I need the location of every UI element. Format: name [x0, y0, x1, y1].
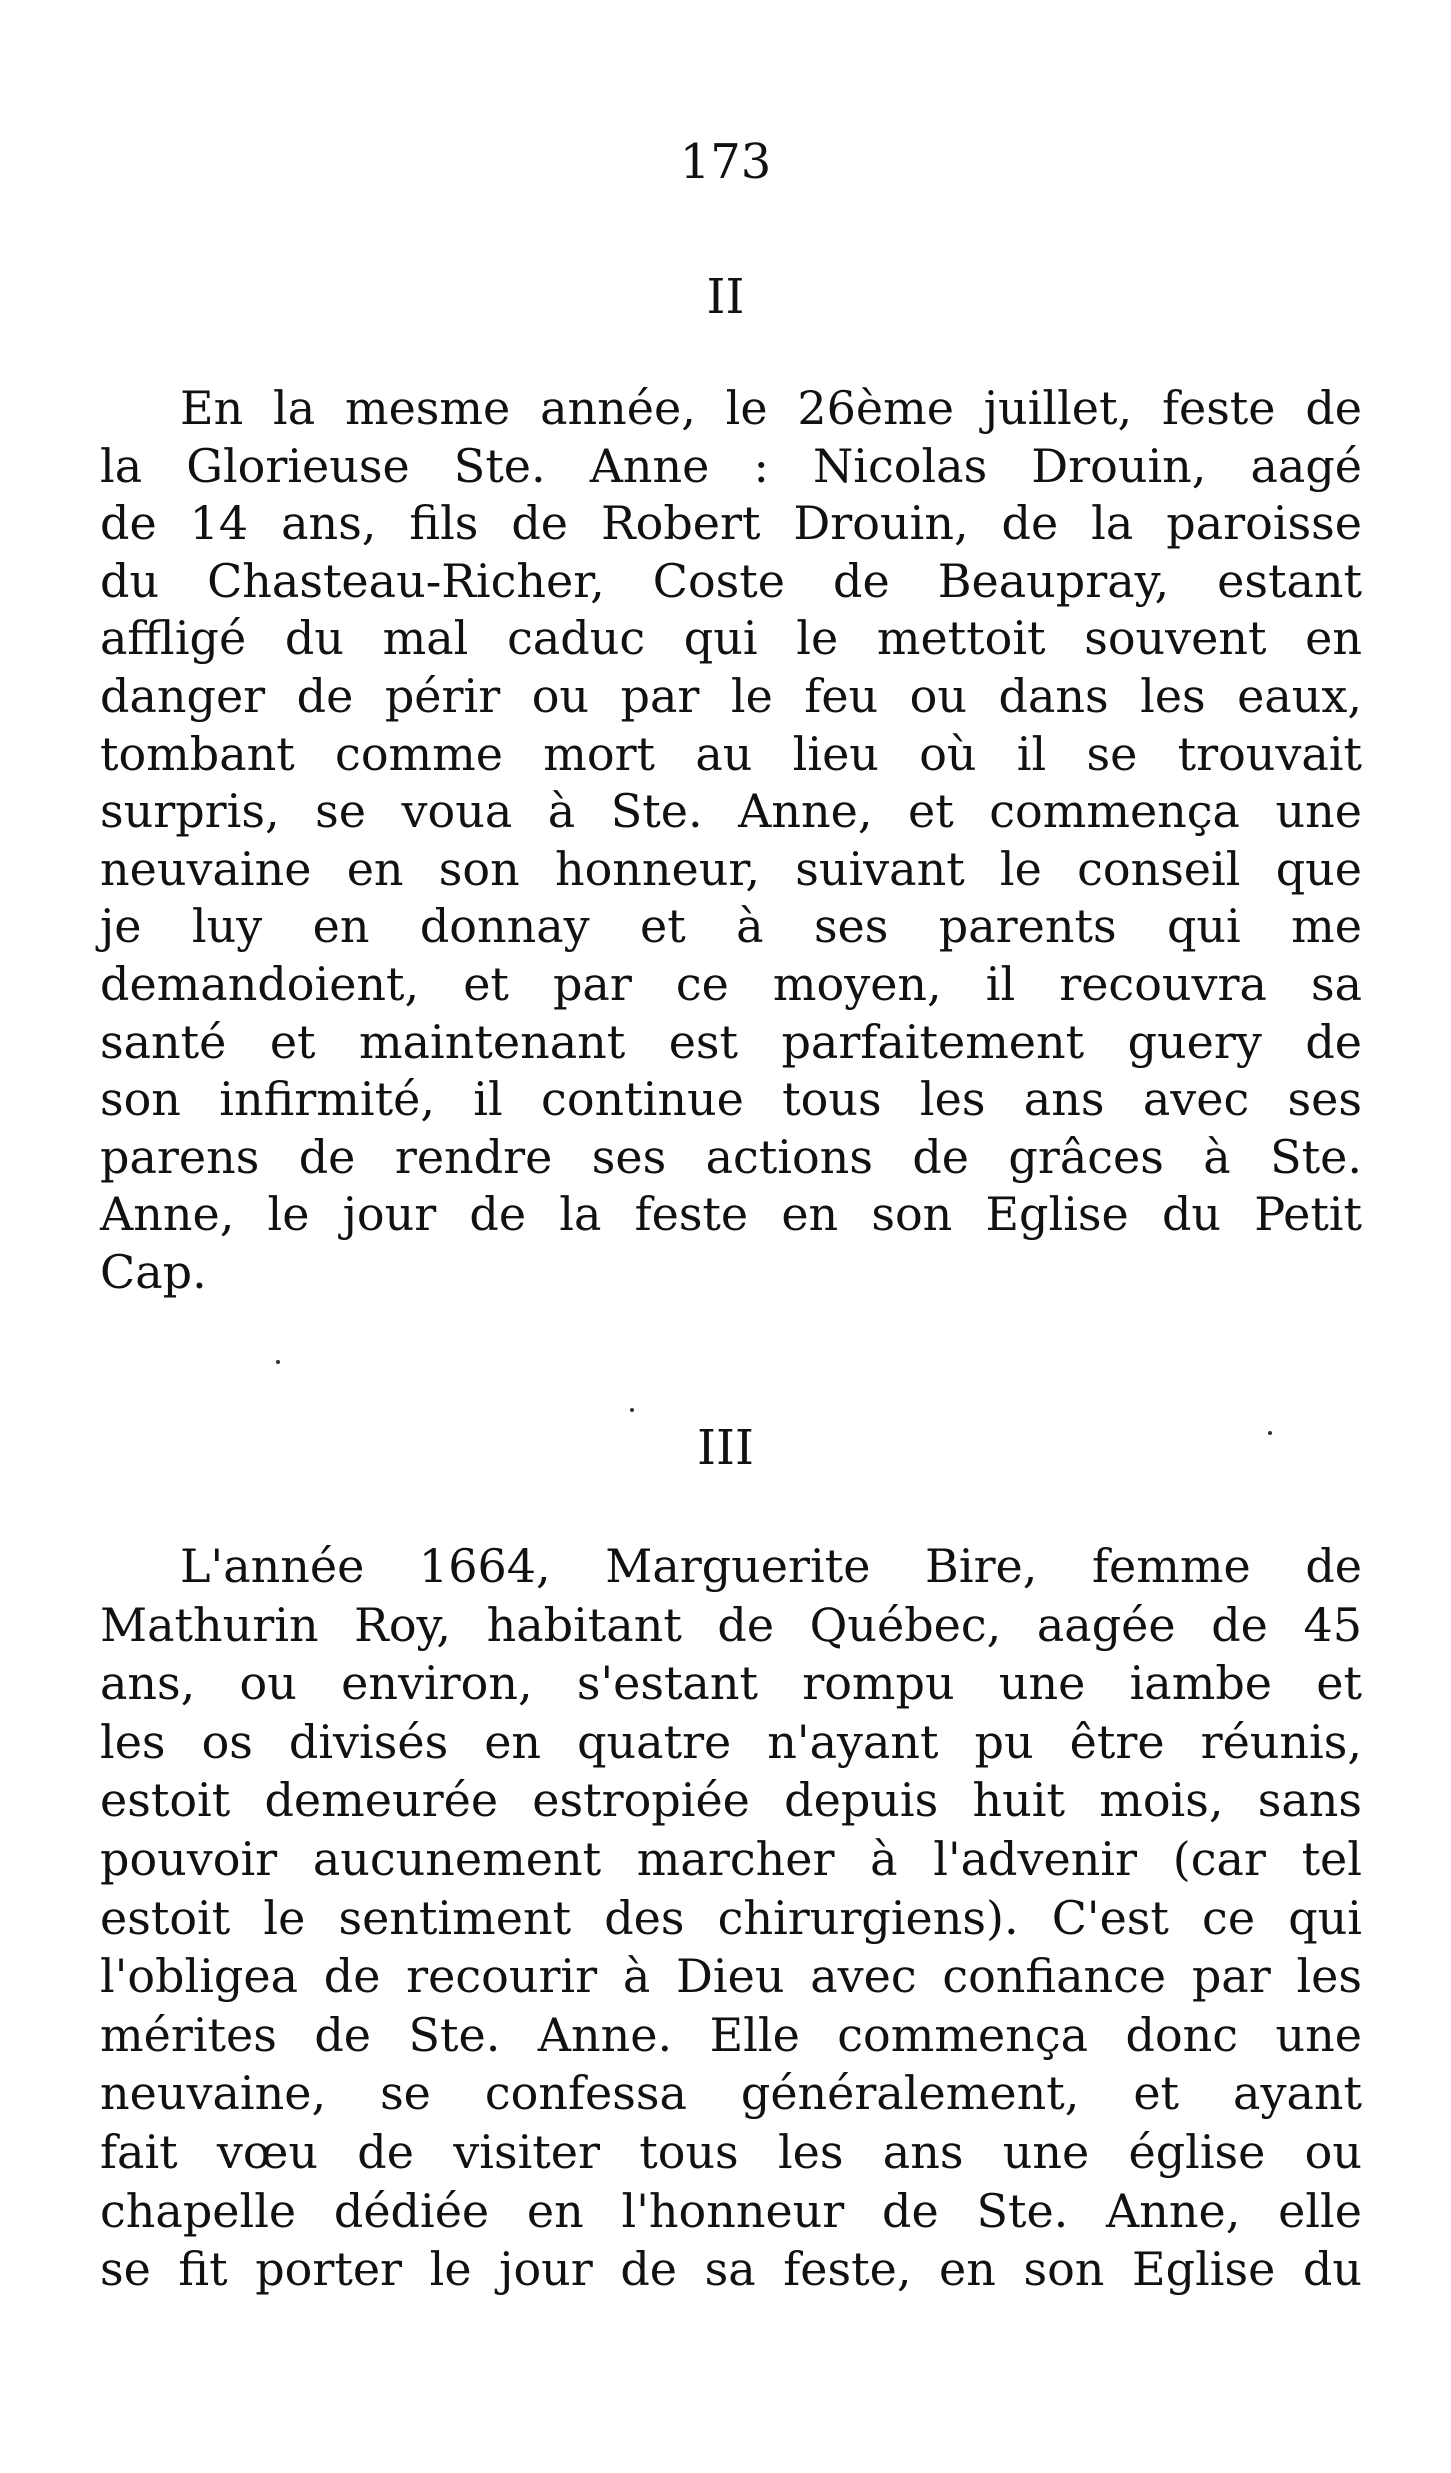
text-line: estoit le sentiment des chirurgiens). C'est ce qui — [100, 1890, 1362, 1945]
text-line: neuvaine en son honneur, suivant le conseil que — [100, 841, 1362, 896]
text-line: affligé du mal caduc qui le mettoit souvent en — [100, 611, 1362, 666]
page-number: 173 — [679, 134, 772, 190]
text-line: Anne, le jour de la feste en son Eglise du Petit — [100, 1187, 1362, 1242]
print-speck — [1268, 1431, 1272, 1435]
paragraph-section-iii — [100, 1537, 1362, 2299]
section-heading-ii: II — [706, 269, 745, 325]
text-line: je luy en donnay et à ses parents qui me — [100, 899, 1362, 954]
text-line: Cap. — [100, 1244, 207, 1299]
text-line: neuvaine, se confessa généralement, et ayant — [100, 2066, 1362, 2121]
print-speck — [630, 1408, 634, 1412]
text-line: Mathurin Roy, habitant de Québec, aagée de 45 — [100, 1597, 1362, 1652]
text-line: chapelle dédiée en l'honneur de Ste. Anne, elle — [100, 2183, 1362, 2238]
print-speck — [276, 1360, 280, 1364]
text-line: son infirmité, il continue tous les ans avec ses — [100, 1072, 1362, 1127]
section-heading-iii: III — [697, 1420, 754, 1476]
text-line: demandoient, et par ce moyen, il recouvra sa — [100, 956, 1362, 1011]
paragraph-section-ii — [100, 380, 1362, 1302]
text-line: danger de périr ou par le feu ou dans les eaux, — [100, 668, 1362, 723]
text-line: la Glorieuse Ste. Anne : Nicolas Drouin, aagé — [100, 438, 1362, 493]
text-line: surpris, se voua à Ste. Anne, et commença une — [100, 784, 1362, 839]
text-line: En la mesme année, le 26ème juillet, feste de — [180, 381, 1362, 435]
text-line: santé et maintenant est parfaitement guery de — [100, 1014, 1362, 1069]
text-line: fait vœu de visiter tous les ans une église ou — [100, 2124, 1362, 2179]
text-line: du Chasteau-Richer, Coste de Beaupray, estant — [100, 553, 1362, 608]
text-line: estoit demeurée estropiée depuis huit mois, sans — [100, 1773, 1362, 1828]
text-line: de 14 ans, fils de Robert Drouin, de la paroisse — [100, 496, 1362, 551]
text-line: pouvoir aucunement marcher à l'advenir (car tel — [100, 1831, 1362, 1886]
text-line: L'année 1664, Marguerite Bire, femme de — [180, 1539, 1362, 1593]
text-line: se fit porter le jour de sa feste, en son Eglise du — [100, 2242, 1362, 2297]
text-line: mérites de Ste. Anne. Elle commença donc une — [100, 2007, 1362, 2062]
text-line: ans, ou environ, s'estant rompu une iambe et — [100, 1656, 1362, 1711]
text-line: l'obligea de recourir à Dieu avec confiance par les — [100, 1949, 1362, 2004]
text-line: parens de rendre ses actions de grâces à Ste. — [100, 1129, 1362, 1184]
text-line: tombant comme mort au lieu où il se trouvait — [100, 726, 1362, 781]
text-line: les os divisés en quatre n'ayant pu être réunis, — [100, 1714, 1362, 1769]
